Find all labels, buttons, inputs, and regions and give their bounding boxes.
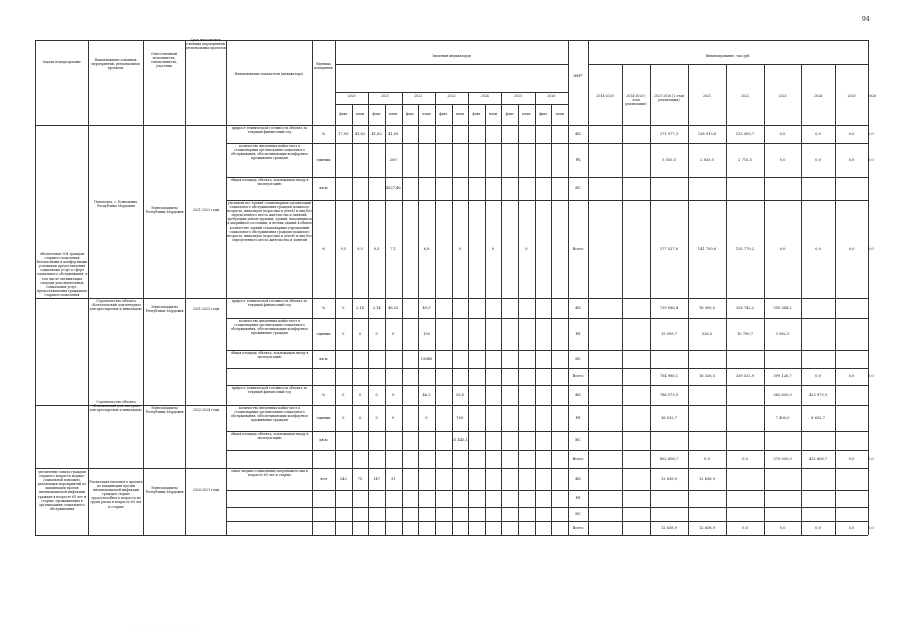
table-rule xyxy=(226,143,868,144)
finance-value: 0,0 xyxy=(704,456,710,461)
finance-value: 0,0 xyxy=(848,374,855,379)
finance-value: 0,0 xyxy=(868,374,874,379)
table-rule xyxy=(226,405,868,406)
header-fin-col: 2021-2026 (2 этап реализации) xyxy=(653,94,685,103)
unit-cell: кв.м xyxy=(319,186,328,191)
finance-value: 432 606,7 xyxy=(808,456,828,461)
finance-value: 0,0 xyxy=(848,525,855,530)
finance-value: 138 913,6 xyxy=(697,131,717,136)
indicator-value: 150 xyxy=(423,331,430,336)
table-rule xyxy=(226,368,868,369)
ifr-cell: РБ xyxy=(575,157,581,162)
header-year: 2024 xyxy=(480,94,489,98)
unit-cell xyxy=(312,512,335,517)
indicator-value: 0 xyxy=(342,415,345,420)
indicator-value: 0 xyxy=(458,246,461,251)
table-rule xyxy=(226,431,868,432)
table-rule xyxy=(226,177,868,178)
finance-value: 15 099,7 xyxy=(660,331,677,336)
finance-value: 16 000,0 xyxy=(698,305,715,310)
unit-cell: чел xyxy=(320,476,327,481)
indicator-value: 0 xyxy=(342,331,345,336)
executor-name: Минсоцзащиты Республики Мордовия xyxy=(145,486,184,495)
indicator-value: 147 xyxy=(373,476,381,481)
table-rule xyxy=(551,104,552,535)
indicator-value: 9,5 xyxy=(357,246,363,251)
finance-value: 271 977,3 xyxy=(659,131,679,136)
finance-value: 0,0 xyxy=(848,456,855,461)
table-rule xyxy=(518,104,519,535)
finance-value: 0,0 xyxy=(868,157,874,162)
header-fact: факт xyxy=(405,112,414,116)
header-finance-group: Финансирование, тыс.руб. xyxy=(705,54,751,58)
indicator-value: 48,32 xyxy=(388,305,399,310)
finance-value: 277 527,8 xyxy=(659,246,679,251)
ifr-cell: ФБ xyxy=(575,131,581,136)
ifr-cell: РБ xyxy=(575,496,581,501)
indicator-value: 41,82 xyxy=(371,131,382,136)
table-rule xyxy=(226,385,868,386)
table-rule xyxy=(226,490,868,491)
indicator-value: 41,82 xyxy=(354,131,366,136)
table-border-top xyxy=(35,40,868,41)
table-rule xyxy=(88,40,89,535)
unit-cell: % xyxy=(321,131,326,136)
indicator-value: 0 xyxy=(491,246,495,251)
period-text: 2021-2022 годы xyxy=(192,208,220,212)
indicator-value: 9,5 xyxy=(373,246,380,251)
indicator-value: 0 xyxy=(525,246,528,251)
unit-cell: кв.м xyxy=(319,438,328,443)
indicator-value: 150 xyxy=(456,415,464,420)
ifr-cell: РБ xyxy=(575,415,581,420)
finance-value: 395 344,2 xyxy=(773,305,792,310)
finance-value: 0,0 xyxy=(815,246,821,251)
header-plan: план xyxy=(422,112,431,116)
header-ifr: ИФР* xyxy=(573,74,583,78)
ifr-cell: ФБ xyxy=(575,476,581,481)
finance-value: 135 779,2 xyxy=(735,246,755,251)
header-fact: факт xyxy=(472,112,481,116)
task-second-text: увеличение охвата граждан старшего возраста медико-социальной помощью, реализация мероприятий по вакцинации против пневмококковой инфекции граждан в возрасте 65 лет и старше, проживающих в организациях социального обслуживания xyxy=(37,470,87,511)
finance-value: 0,0 xyxy=(848,246,855,251)
indicator-text: удельный вес зданий стационарных организаций социального обслуживания граждан пожилого возраста, инвалидов (взрослых и детей) и лиц без определенного места жительства и занятий, требующих реконструкции, зданий, находящихся в аварийном состоянии, и ветхих зданий в общем количестве зданий стационарных учреждений социального обслуживания граждан пожилого возраста, инвалидов (взрослых и детей) и лиц без определенного места жительства и занятий xyxy=(227,201,312,242)
indicator-value: 7,1 xyxy=(390,246,397,251)
event-name: Строительство объекта «Кочелаевский дом-интернат для престарелых и инвалидов» xyxy=(89,299,143,312)
finance-value: 2 715,5 xyxy=(738,157,752,162)
indicator-value: 41,09 xyxy=(388,131,399,136)
indicator-value: 15845 xyxy=(420,356,433,361)
table-rule xyxy=(352,104,353,535)
ifr-cell: Всего xyxy=(572,456,584,461)
finance-value: 2 835,0 xyxy=(700,157,714,162)
indicator-value: 4527,46 xyxy=(385,186,401,191)
indicator-value: 2,14 xyxy=(372,305,381,310)
indicator-value: 0 xyxy=(342,305,345,310)
finance-value: 802 606,7 xyxy=(659,456,679,461)
indicator-value: 0 xyxy=(358,415,362,420)
finance-value: 12 638,9 xyxy=(660,525,677,530)
finance-value: 0,0 xyxy=(779,246,786,251)
table-rule xyxy=(335,92,568,93)
finance-value: 16 032,7 xyxy=(660,415,677,420)
header-fin-col: 2024 xyxy=(813,94,823,98)
header-fin-col: 2021 xyxy=(702,94,712,98)
executor-name: Минсоцзащиты Республики Мордовия xyxy=(145,406,184,415)
header-fin-col: 2025 xyxy=(847,94,856,98)
finance-value: 0,0 xyxy=(868,456,874,461)
header-plan: план xyxy=(389,112,398,116)
unit-cell xyxy=(312,374,335,379)
header-fact: факт xyxy=(339,112,348,116)
ifr-cell: Всего xyxy=(572,374,584,379)
indicator-text: количество введенных койко-мест в стационарных организациях социального обслуживания, обеспечивающих комфортное проживание граждан xyxy=(230,319,309,336)
header-fin-col: 2026 xyxy=(868,94,877,98)
finance-value: 0,0 xyxy=(779,157,786,162)
scan-artifact-dots: . . . . . . . . . . . xyxy=(130,628,199,633)
finance-value: 3 982,5 xyxy=(775,331,790,336)
finance-value: 12 638,9 xyxy=(698,525,715,530)
ifr-cell: РБ xyxy=(575,331,581,336)
indicator-value: 0 xyxy=(425,415,428,420)
finance-value: 0,0 xyxy=(815,374,821,379)
finance-value: 423 973,9 xyxy=(808,392,828,397)
finance-value: 0,0 xyxy=(742,525,748,530)
period-text: 2020-2021 годы xyxy=(192,488,220,492)
table-rule xyxy=(35,468,226,469)
finance-value: 12 638,9 xyxy=(660,476,677,481)
ifr-cell: ВС xyxy=(575,438,581,443)
finance-value: 362 600,0 xyxy=(773,392,792,397)
table-rule xyxy=(485,104,486,535)
period-text: 2022-2024 годы xyxy=(192,408,220,412)
page-number: 94 xyxy=(862,16,870,23)
header-indicator: Наименование показателя (индикатора) xyxy=(234,72,304,76)
table-rule xyxy=(226,318,868,319)
indicator-text: общая площадь объекта, подлежащая вводу в эксплуатацию xyxy=(230,432,309,441)
finance-value: 0,0 xyxy=(815,525,821,530)
table-rule xyxy=(588,64,868,65)
finance-value: 739 086,4 xyxy=(659,305,679,310)
task-main-text: обеспечение 304 граждан старшего поколения безопасными и комфортными условиями предоставления социальных услуг в сфере социального обслуживания, в том числе оптимизация очереди дополнительных социальных услуг, предоставляемых гражданам старшего поколения xyxy=(36,252,88,297)
indicator-value: 243 xyxy=(339,476,347,481)
header-plan: план xyxy=(355,112,365,116)
executor-name: Минсоцзащиты Республики Мордовия xyxy=(145,206,184,215)
finance-value: 5 550,5 xyxy=(662,157,676,162)
ifr-cell: ВС xyxy=(575,186,581,191)
indicator-value: 0 xyxy=(375,415,378,420)
indicator-value: 0 xyxy=(392,415,395,420)
unit-cell xyxy=(312,457,335,462)
finance-value: 326,5 xyxy=(701,331,713,336)
indicator-value: 31 xyxy=(390,476,396,481)
table-rule xyxy=(226,450,868,451)
unit-cell: % xyxy=(321,305,326,310)
finance-value: 16 326,5 xyxy=(698,374,715,379)
header-period: Срок выполнения основных мероприятий, региональных проектов xyxy=(185,38,226,51)
finance-value: 0,0 xyxy=(868,525,874,530)
unit-cell xyxy=(312,526,335,531)
header-plan: план xyxy=(522,112,531,116)
indicator-text: прирост технической готовности объекта за текущий финансовый год xyxy=(231,126,308,135)
finance-value: 0,0 xyxy=(868,131,874,136)
header-fact: факт xyxy=(372,112,381,116)
table-rule xyxy=(226,507,868,508)
indicator-text: прирост технической готовности объекта за текущий финансовый год xyxy=(231,299,308,308)
table-rule xyxy=(588,40,589,535)
finance-value: 0,0 xyxy=(779,525,786,530)
header-fact: факт xyxy=(505,112,514,116)
table-rule xyxy=(452,104,453,535)
indicator-value: 200 xyxy=(389,157,397,162)
header-unit: Единица измерения xyxy=(314,62,333,71)
finance-value: 8 632,7 xyxy=(811,415,825,420)
ifr-cell: ФБ xyxy=(575,305,581,310)
header-fin-col: 2023 xyxy=(778,94,787,98)
unit-cell: единиц xyxy=(316,331,331,336)
indicator-value: 0 xyxy=(358,331,362,336)
event-name: Пансионат, г. Ковылкино, Республика Мордовия xyxy=(93,200,139,209)
header-year: 2021 xyxy=(380,94,389,98)
table-rule xyxy=(143,40,144,535)
unit-cell: единиц xyxy=(316,157,331,162)
ifr-cell: Всего xyxy=(572,525,584,530)
finance-value: 0,0 xyxy=(815,157,821,162)
unit-cell xyxy=(312,496,335,501)
table-rule xyxy=(226,298,868,299)
table-rule xyxy=(622,64,623,535)
header-year: 2022 xyxy=(414,94,423,98)
header-year: 2026 xyxy=(547,94,556,98)
finance-value: 7 400,0 xyxy=(775,415,790,420)
finance-value: 786 573,9 xyxy=(659,392,679,397)
indicator-value: 0 xyxy=(375,331,378,336)
table-rule xyxy=(385,104,386,535)
unit-cell: % xyxy=(321,392,326,397)
unit-cell: % xyxy=(321,246,326,251)
indicator-value: 2,14 xyxy=(355,305,364,310)
event-name: Реализация пилотного проекта по вакцинации против пневмококковой инфекции граждан старше трудоспособного возраста из групп риска в возрасте 65 лет и старше xyxy=(89,480,143,509)
indicator-text: общая площадь объекта, подлежащая вводу в эксплуатацию xyxy=(230,351,309,360)
finance-value: 10 790,7 xyxy=(736,331,753,336)
header-plan: план xyxy=(555,112,564,116)
indicator-value: 0 xyxy=(392,331,395,336)
event-name: Строительство объекта «Ичалковский дом-интернат для престарелых и инвалидов» xyxy=(89,400,143,413)
indicator-text: количество введенных койко-мест в стационарных организациях социального обслуживания, обеспечивающих комфортное проживание граждан xyxy=(230,144,309,161)
ifr-cell: ФБ xyxy=(575,392,581,397)
executor-name: Минсоцзащиты Республики Мордовия xyxy=(145,305,184,314)
indicator-value: 15 445,1 xyxy=(451,438,468,443)
indicator-value: 46,2 xyxy=(422,392,431,397)
indicator-value: 75 xyxy=(357,476,363,481)
ifr-cell: ВС xyxy=(575,356,581,361)
header-fact: факт xyxy=(439,112,448,116)
table-rule xyxy=(226,200,868,201)
indicator-value: 6,8 xyxy=(423,246,430,251)
period-text: 2021-2023 годы xyxy=(192,307,220,311)
indicator-value: 0 xyxy=(358,392,362,397)
finance-value: 0,0 xyxy=(779,131,786,136)
table-rule xyxy=(335,64,568,65)
finance-value: 133 063,7 xyxy=(735,131,755,136)
finance-value: 0,0 xyxy=(815,131,821,136)
indicator-value: 0 xyxy=(342,392,345,397)
indicator-text: количество введенных койко-мест в стационарных организациях социального обслуживания, обеспечивающих комфортное проживание граждан xyxy=(230,406,309,423)
indicator-value: 17,09 xyxy=(338,131,349,136)
header-plan: план xyxy=(455,112,464,116)
header-year: 2020 xyxy=(347,94,356,98)
header-events: Наименование основных мероприятий, региональных проектов xyxy=(91,58,140,71)
header-year: 2025 xyxy=(514,94,523,98)
indicator-value: 53,8 xyxy=(455,392,464,397)
header-task: Задачи подпрограммы xyxy=(42,60,81,64)
indicator-value: 0 xyxy=(375,392,378,397)
header-fact: факт xyxy=(538,112,548,116)
indicator-text: прирост технической готовности объекта за текущий финансовый год xyxy=(231,386,308,395)
indicator-value: 0 xyxy=(392,392,395,397)
finance-value: 0,0 xyxy=(742,456,748,461)
finance-value: 339 532,9 xyxy=(735,374,755,379)
unit-cell: единиц xyxy=(316,415,331,420)
indicator-text: общая площадь объекта, подлежащая вводу в эксплуатацию xyxy=(230,178,309,187)
ifr-cell: ВС xyxy=(575,511,581,516)
indicator-text: охват медико-социальным патронажем лиц в возрасте 65 лет и старше xyxy=(231,469,308,478)
indicator-value: 9,5 xyxy=(340,246,347,251)
finance-value: 370 000,0 xyxy=(773,456,792,461)
table-rule xyxy=(226,350,868,351)
finance-value: 328 742,2 xyxy=(735,305,755,310)
finance-value: 399 126,7 xyxy=(773,374,792,379)
table-rule xyxy=(418,104,419,535)
indicator-value: 49,5 xyxy=(422,305,431,310)
header-fin-col: 2014-2020 xyxy=(596,94,614,98)
finance-value: 0,0 xyxy=(868,246,874,251)
header-fin-col: 2022 xyxy=(740,94,750,98)
finance-value: 0,0 xyxy=(848,131,855,136)
header-fin-col: 2014-2020 ( этап реализации) xyxy=(625,94,647,107)
finance-value: 141 750,6 xyxy=(697,246,717,251)
table-rule xyxy=(185,40,186,535)
finance-value: 754 986,1 xyxy=(659,374,679,379)
finance-value: 12 638,9 xyxy=(698,476,715,481)
header-executors: Ответственный исполнитель, соисполнитель, участник xyxy=(150,52,178,69)
ifr-cell: Всего xyxy=(572,246,584,251)
header-values-group: Значения индикаторов xyxy=(432,54,471,58)
header-year: 2023 xyxy=(447,94,456,98)
table-rule xyxy=(226,468,868,469)
finance-value: 0,0 xyxy=(848,157,855,162)
table-rule xyxy=(226,521,868,522)
table-border-bottom xyxy=(35,535,868,536)
unit-cell: кв.м xyxy=(319,356,328,361)
header-plan: план xyxy=(489,112,498,116)
